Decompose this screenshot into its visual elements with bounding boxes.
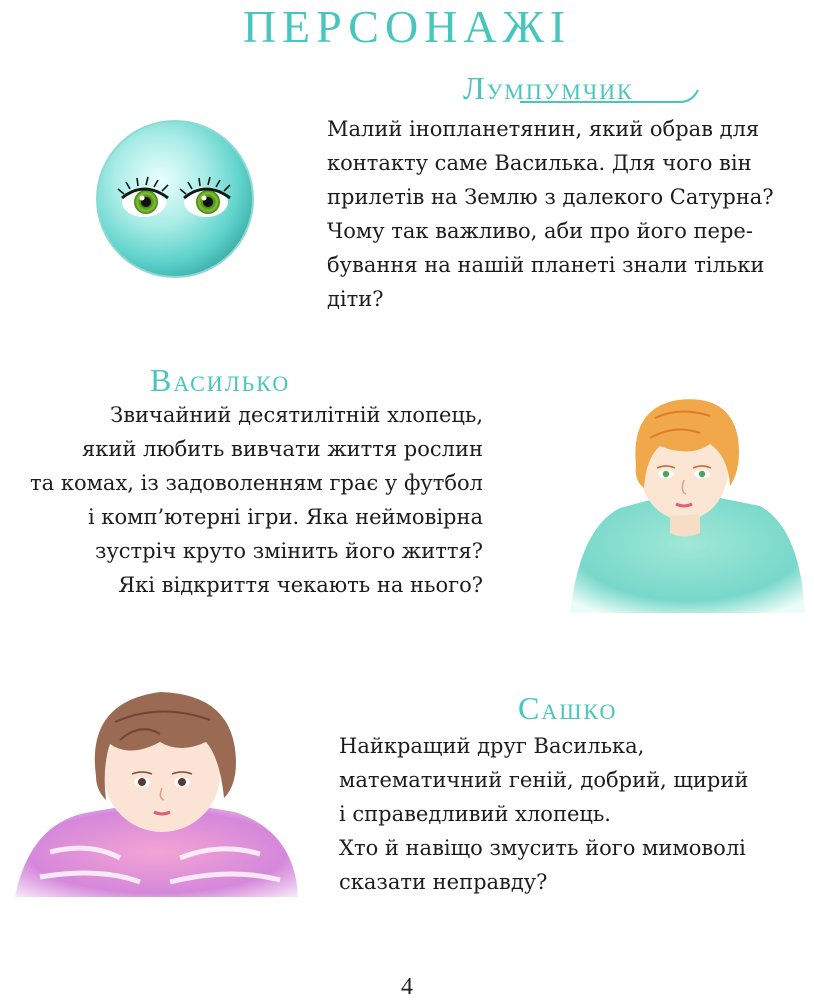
description-line: прилетів на Землю з далекого Сатурна? — [327, 185, 774, 209]
character-name-lumpumchyk: Лумпумчик — [463, 70, 634, 106]
description-line: Чому так важливо, аби про його пере- — [327, 219, 753, 243]
description-line: діти? — [327, 287, 384, 311]
description-line: і справедливий хлопець. — [339, 802, 611, 826]
vasylko-illustration — [560, 388, 810, 623]
description-line: та комах, із задоволенням грає у футбол — [30, 471, 483, 495]
character-name-vasylko: Василько — [150, 362, 291, 398]
description-line: сказати неправду? — [339, 870, 548, 894]
description-line: Хто й навіщо змусить його мимоволі — [339, 836, 746, 860]
description-line: Найкращий друг Василька, — [339, 734, 645, 758]
sashko-illustration — [10, 682, 300, 907]
page-title: ПЕРСОНАЖІ — [242, 1, 572, 52]
description-line: і комп’ютерні ігри. Яка неймовірна — [87, 505, 483, 529]
description-line: Малий інопланетянин, який обрав для — [327, 117, 760, 141]
description-line: зустріч круто змінить його життя? — [94, 539, 483, 563]
character-name-sashko: Сашко — [518, 690, 618, 726]
name-underline — [520, 88, 700, 108]
character-description-lumpumchyk — [327, 112, 774, 316]
lumpumchyk-illustration — [94, 118, 256, 280]
description-line: математичний геній, добрий, щирий — [339, 768, 749, 792]
description-line: який любить вивчати життя рослин — [81, 437, 483, 461]
character-description-vasylko — [0, 398, 483, 602]
character-description-sashko — [339, 729, 748, 899]
page-number: 4 — [401, 974, 413, 1000]
description-line: бування на нашій планеті знали тільки — [327, 253, 765, 277]
description-line: контакту саме Василька. Для чого він — [327, 151, 752, 175]
description-line: Які відкриття чекають на нього? — [118, 573, 483, 597]
description-line: Звичайний десятилітній хлопець, — [110, 403, 483, 427]
